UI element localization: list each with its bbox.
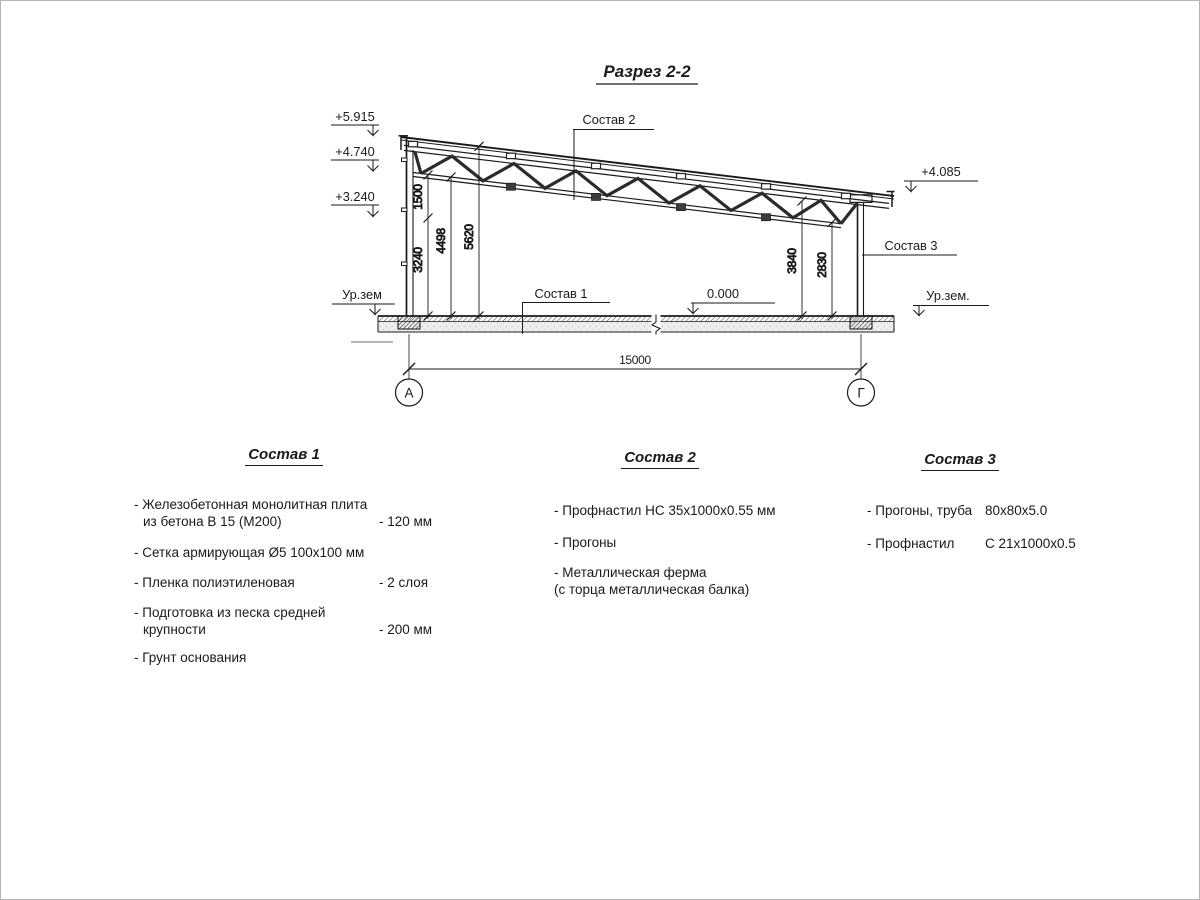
leader-sostav-2: Состав 2 — [582, 112, 636, 127]
dim-2830: 2830 — [815, 252, 829, 278]
axis-letter-g: Г — [857, 385, 865, 401]
legend-sostav-3 — [867, 451, 1076, 552]
floor-slab — [378, 315, 894, 335]
ground-level-right-label: Ур.зем. — [926, 288, 970, 303]
legend-2-item-1-line-1: - Профнастил НС 35x1000x0.55 мм — [554, 503, 776, 518]
dim-4498: 4498 — [434, 228, 448, 254]
legend-2-item-3-line-1: - Металлическая ферма — [554, 565, 707, 580]
legend-2-item-2-line-1: - Прогоны — [554, 535, 617, 550]
ground-level-left-label: Ур.зем — [342, 287, 382, 302]
title-text: Разрез 2-2 — [603, 62, 691, 81]
legend-1-item-4-line-2: крупности — [143, 622, 206, 637]
dim-span-15000: 15000 — [619, 353, 651, 367]
legend-1-item-1 — [134, 496, 434, 530]
legend-2-item-1 — [554, 502, 776, 519]
legend-sostav-1 — [134, 446, 434, 666]
legend-3-item-2-value: С 21x1000x0.5 — [985, 536, 1076, 551]
leader-sostav-3: Состав 3 — [884, 238, 938, 253]
legend-1-item-4-value: - 200 мм — [379, 622, 433, 637]
dim-5620: 5620 — [462, 224, 476, 250]
truss-bottom-chord — [413, 173, 841, 228]
legend-1-item-3 — [134, 574, 434, 591]
legend-2-item-2 — [554, 534, 766, 551]
legend-2-item-3-line-2: (с торца металлическая балка) — [554, 582, 750, 597]
column-left — [402, 137, 414, 316]
legend-2-item-3 — [554, 564, 766, 598]
elevation-0000: 0.000 — [706, 286, 740, 301]
drawing-title — [596, 62, 698, 84]
dim-3240: 3240 — [411, 247, 425, 273]
dim-3840: 3840 — [785, 248, 799, 274]
elevation-4740: +4.740 — [335, 144, 375, 159]
legend-1-item-1-line-1: - Железобетонная монолитная плита — [134, 497, 368, 512]
legend-1-item-1-line-2: из бетона В 15 (М200) — [143, 514, 282, 529]
dimensions-left — [411, 142, 484, 321]
truss-web-diagonals — [415, 152, 857, 224]
legend-1-item-4 — [134, 604, 434, 638]
legend-1-item-3-value: - 2 слоя — [379, 575, 429, 590]
legend-1-item-3-line-1: - Пленка полиэтиленовая — [134, 575, 295, 590]
leader-sostav-1: Состав 1 — [534, 286, 588, 301]
legend-3-item-1-value: 80x80x5.0 — [985, 503, 1048, 518]
legend-1-item-4-line-1: - Подготовка из песка средней — [134, 605, 326, 620]
foundation-left — [398, 316, 420, 329]
axis-letter-a: А — [404, 385, 414, 401]
legend-3-item-1 — [867, 502, 1053, 519]
span-dimension — [396, 334, 875, 406]
elevation-marks — [331, 109, 989, 342]
legend-1-title: Состав 1 — [134, 446, 434, 466]
leader-labels — [522, 112, 957, 334]
legend-1-item-1-value: - 120 мм — [379, 514, 433, 529]
legend-3-item-2 — [867, 535, 1076, 552]
legend-1-item-2 — [134, 544, 434, 561]
legend-3-title: Состав 3 — [867, 451, 1053, 471]
legend-3-item-2-label: - Профнастил — [867, 536, 955, 551]
legend-2-title: Состав 2 — [554, 449, 766, 469]
elevation-5915: +5.915 — [335, 109, 375, 124]
legend-sostav-2 — [554, 449, 776, 598]
dimensions-right — [785, 197, 837, 321]
legend-1-item-5-line-1: - Грунт основания — [134, 650, 247, 665]
elevation-3240: +3.240 — [335, 189, 375, 204]
foundation-right — [850, 316, 872, 329]
legend-1-item-5 — [134, 649, 434, 666]
dim-1500: 1500 — [411, 184, 425, 210]
legend-1-item-2-line-1: - Сетка армирующая Ø5 100x100 мм — [134, 545, 365, 560]
legend-3-item-1-label: - Прогоны, труба — [867, 503, 973, 518]
elevation-4085: +4.085 — [921, 164, 961, 179]
